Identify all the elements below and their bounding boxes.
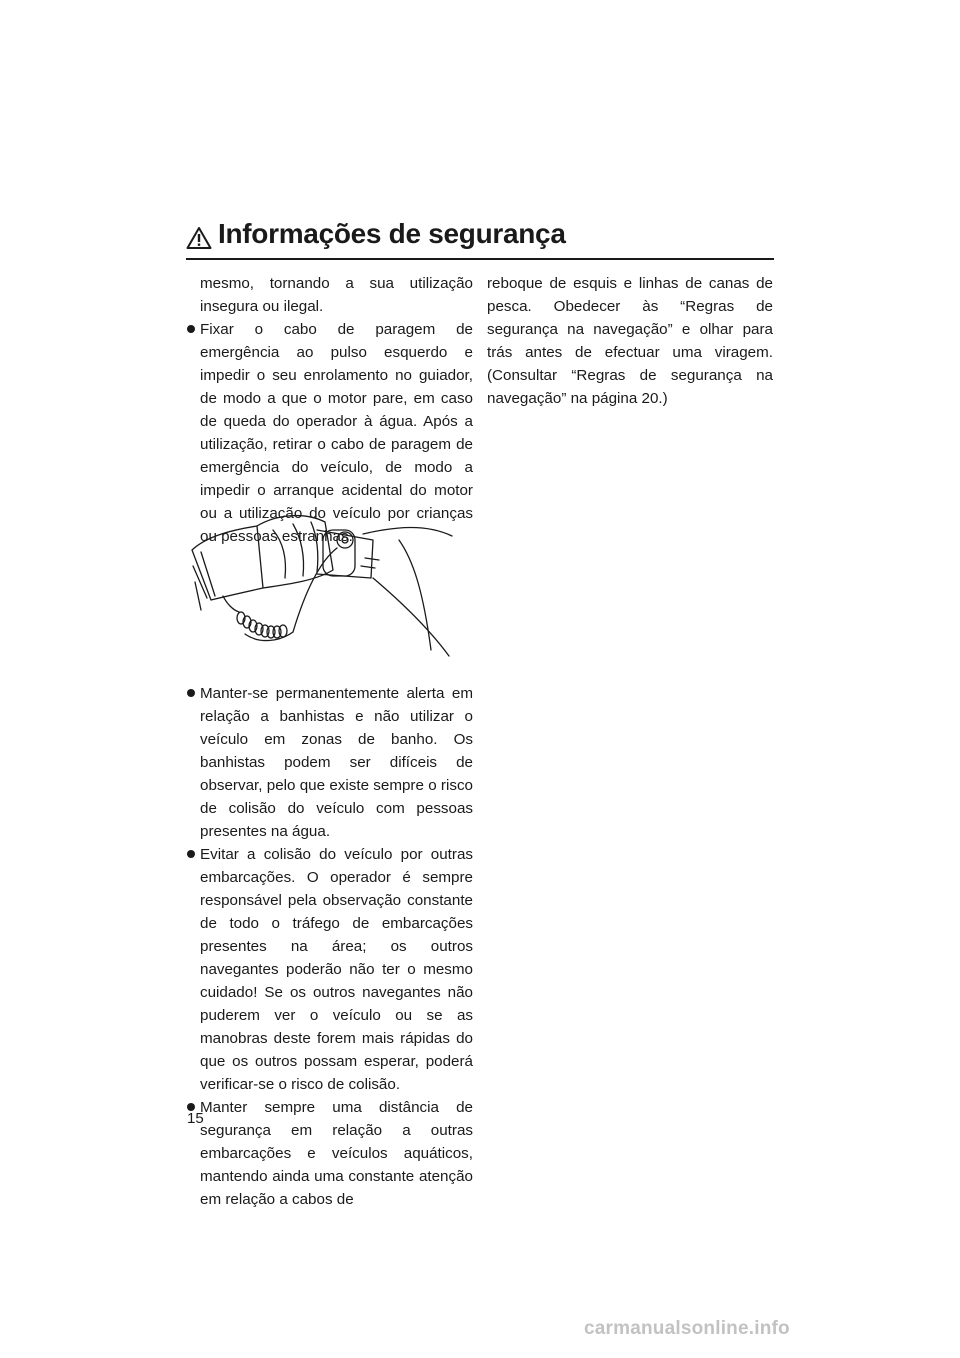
bullet-text: Fixar o cabo de paragem de emergência ao pulso esquerdo e impedir o seu enrolamento no guiador, de modo a que o motor pare, em caso de queda do operador à água. Após a utilização, retirar o cabo de paragem de emergência do veículo, de modo a impedir o arranque acidental do motor ou a utilização do veículo por crianças ou pessoas estranhas. [200,321,473,545]
bullet-text: Manter-se permanentemente alerta em relação a banhistas e não utilizar o veículo em zonas de banho. Os banhistas podem ser difíceis de observar, pelo que existe sempre o risco de colisão do veículo com pessoas presentes na água. [200,685,473,840]
bullet-dot-icon [187,850,195,858]
page-header [186,218,774,260]
bullet-item-distance [187,1096,473,1211]
continued-paragraph: reboque de esquis e linhas de canas de pesca. Obedecer às “Regras de segurança na navegação” e olhar para trás antes de efectuar uma viragem. (Consultar “Regras de segurança na navegação” na página 20.) [487,275,773,407]
warning-triangle-icon [186,226,212,250]
lanyard-wrist-illustration [187,500,457,670]
bullet-dot-icon [187,689,195,697]
bullet-item-collision [187,843,473,1096]
continued-paragraph: mesmo, tornando a sua utilização insegura ou ilegal. [200,275,473,315]
right-column [487,272,773,410]
bullet-text: Evitar a colisão do veículo por outras embarcações. O operador é sempre responsável pela observação constante de todo o tráfego de embarcações presentes na área; os outros navegantes poderão não ter o mesmo cuidado! Se os outros navegantes não puderem ver o veículo ou se as manobras deste forem mais rápidas do que os outros possam esperar, poderá verificar-se o risco de colisão. [200,846,473,1093]
left-column-lower [187,682,473,1211]
page-title: Informações de segurança [218,218,566,249]
bullet-text: Manter sempre uma distância de segurança em relação a outras embarcações e veículos aquáticos, mantendo ainda uma constante atenção em relação a cabos de [200,1099,473,1208]
bullet-dot-icon [187,325,195,333]
page-number: 15 [187,1110,204,1127]
bullet-item-swimmers [187,682,473,843]
watermark: carmanualsonline.info [584,1318,790,1339]
